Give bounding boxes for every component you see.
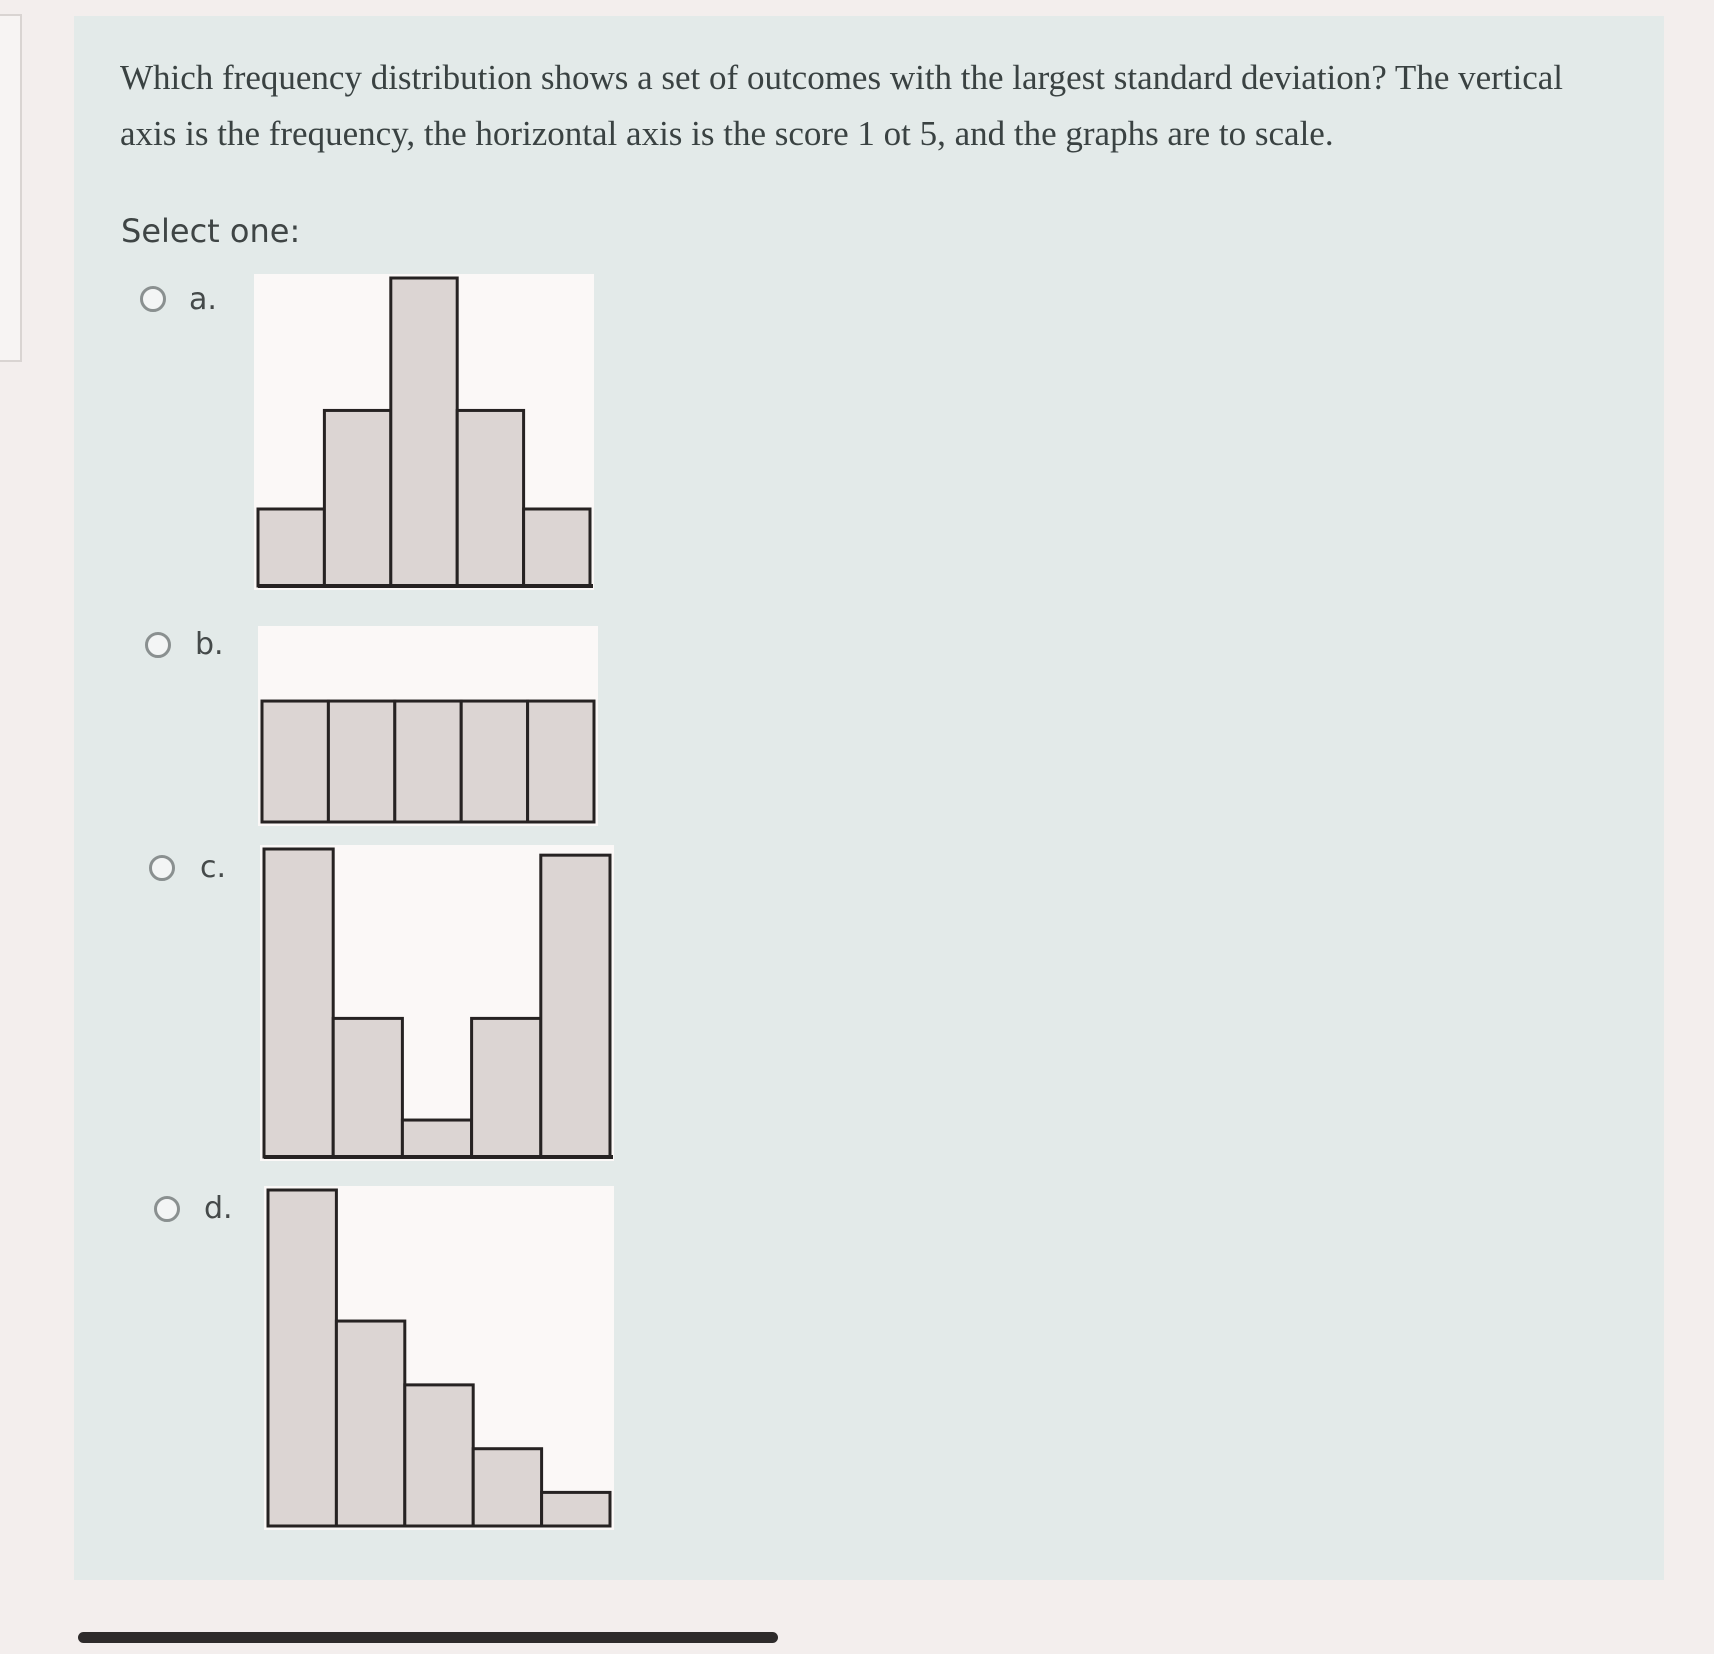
histogram-b: [258, 626, 598, 826]
radio-button-a[interactable]: [140, 286, 166, 312]
histogram-b-bar-4: [461, 701, 527, 822]
histogram-a-bar-4: [457, 410, 523, 586]
histogram-a-bar-5: [524, 509, 590, 586]
option-letter-a: a.: [189, 282, 217, 317]
question-text: Which frequency distribution shows a set of outcomes with the largest standard deviation? The vertical axis is the frequency, the horizontal axis is the score 1 ot 5, and the graphs are to scale.: [120, 58, 1564, 153]
histogram-c: [260, 845, 614, 1161]
histogram-c-bar-2: [333, 1018, 402, 1157]
histogram-c-bar-3: [402, 1120, 471, 1157]
histogram-d-svg: [264, 1186, 614, 1530]
bottom-scrollbar[interactable]: [78, 1632, 778, 1643]
histogram-c-bar-5: [541, 855, 610, 1157]
option-letter-d: d.: [204, 1191, 233, 1226]
option-letter-b: b.: [195, 627, 224, 662]
side-panel: [0, 14, 22, 362]
histogram-d-bar-3: [405, 1385, 473, 1526]
histogram-d-bar-5: [542, 1492, 610, 1526]
histogram-a-bar-1: [258, 509, 324, 586]
histogram-d: [264, 1186, 614, 1530]
histogram-c-bar-4: [472, 1018, 541, 1157]
histogram-b-svg: [258, 626, 598, 826]
histogram-a-bar-3: [391, 278, 457, 586]
histogram-b-bar-1: [262, 701, 328, 822]
histogram-d-bar-1: [268, 1190, 336, 1526]
histogram-a-bar-2: [324, 410, 390, 586]
histogram-d-bar-4: [473, 1449, 541, 1526]
histogram-c-bar-1: [264, 849, 333, 1157]
histogram-d-bar-2: [336, 1321, 404, 1526]
radio-button-d[interactable]: [154, 1196, 180, 1222]
option-letter-c: c.: [200, 850, 227, 885]
histogram-c-svg: [260, 845, 614, 1161]
select-one-prompt: Select one:: [121, 212, 301, 250]
radio-button-c[interactable]: [149, 855, 175, 881]
question-card: [74, 16, 1664, 1580]
histogram-b-bar-3: [395, 701, 461, 822]
radio-button-b[interactable]: [145, 632, 171, 658]
histogram-a-svg: [254, 274, 594, 590]
histogram-b-bar-2: [328, 701, 394, 822]
histogram-a: [254, 274, 594, 590]
histogram-b-bar-5: [528, 701, 594, 822]
